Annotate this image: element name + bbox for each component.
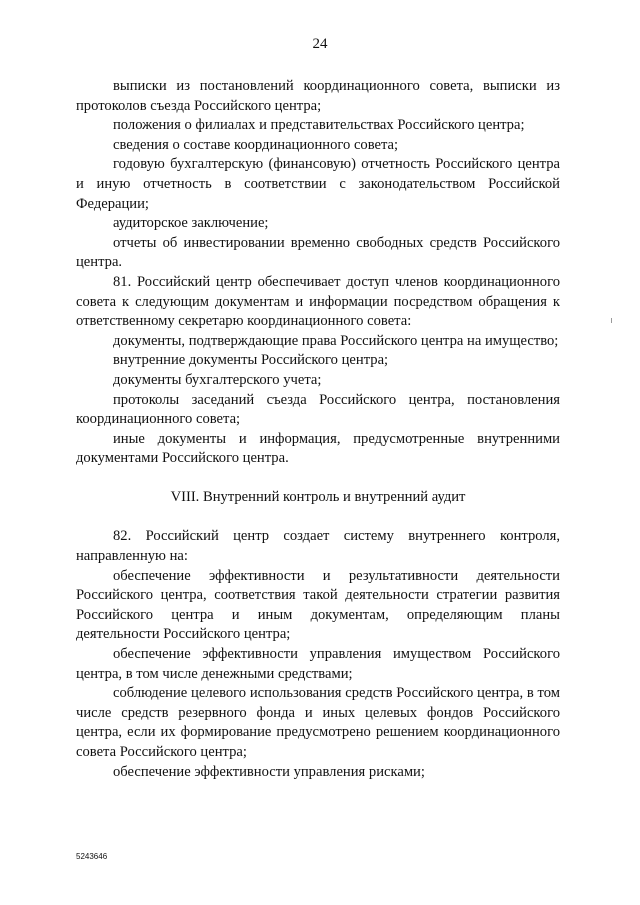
paragraph: соблюдение целевого использования средств Российского центра, в том числе средств резервного фонда и иных целевых фондов Российского центра, если их формирование предусмотрено решением координационного совета Российского центра; — [76, 685, 560, 760]
document-code: 5243646 — [76, 852, 108, 861]
paragraph: сведения о составе координационного совета; — [113, 136, 399, 153]
paragraph: документы бухгалтерского учета; — [113, 371, 322, 388]
page-number: 24 — [312, 36, 328, 52]
paragraph: обеспечение эффективности и результативности деятельности Российского центра, соответствия такой деятельности стратегии развития Российского центра и иным документам, определяющим планы деятельности Российского центра; — [76, 567, 560, 643]
paragraph: положения о филиалах и представительствах Российского центра; — [113, 117, 525, 134]
paragraph: аудиторское заключение; — [113, 215, 269, 232]
paragraph: документы, подтверждающие права Российского центра на имущество; — [113, 332, 559, 349]
paragraph: годовую бухгалтерскую (финансовую) отчетность Российского центра и иную отчетность в соответствии с законодательством Российской Федерации; — [76, 156, 560, 212]
paragraph: внутренние документы Российского центра; — [113, 352, 389, 369]
paragraph: обеспечение эффективности управления рисками; — [113, 763, 425, 780]
paragraph: 82. Российский центр создает систему внутреннего контроля, направленную на: — [76, 528, 560, 565]
paragraph: 81. Российский центр обеспечивает доступ членов координационного совета к следующим документам и информации посредством обращения к ответственному секретарю координационного совета: — [76, 273, 560, 330]
document-body — [76, 77, 560, 782]
paragraph: протоколы заседаний съезда Российского центра, постановления координационного совета; — [76, 391, 560, 428]
paragraph: отчеты об инвестировании временно свободных средств Российского центра. — [76, 234, 560, 271]
section-heading: VIII. Внутренний контроль и внутренний аудит — [170, 488, 466, 505]
margin-mark — [611, 318, 612, 323]
paragraph: иные документы и информация, предусмотренные внутренними документами Российского центра. — [76, 430, 560, 467]
paragraph: выписки из постановлений координационного совета, выписки из протоколов съезда Российского центра; — [76, 78, 560, 114]
paragraph: обеспечение эффективности управления имуществом Российского центра, в том числе денежными средствами; — [76, 646, 560, 682]
